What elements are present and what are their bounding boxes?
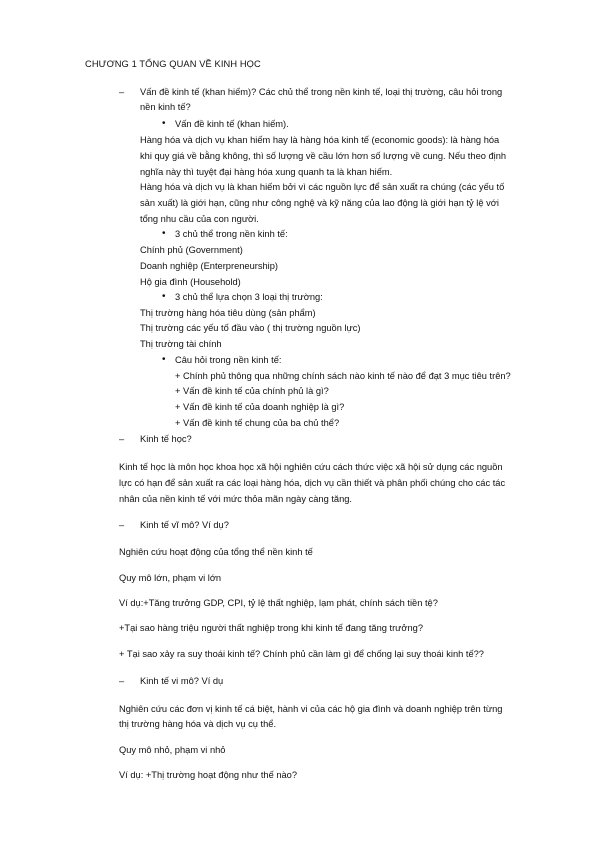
text-line: Quy mô nhỏ, phạm vi nhỏ <box>119 745 226 755</box>
text-line: Quy mô lớn, phạm vi lớn <box>119 573 222 583</box>
text-line: nhân của nền kinh tế với mức thỏa mãn ngày càng tăng. <box>119 494 353 504</box>
text-line: tổng nhu cầu của con người. <box>140 214 259 224</box>
text-line: nghĩa này thì tuyệt đại hàng hóa xung quanh ta là khan hiếm. <box>140 167 393 177</box>
text-line: • Câu hỏi trong nền kinh tế: <box>175 354 281 366</box>
text-line: + Vấn đề kinh tế của chính phủ là gì? <box>175 386 329 396</box>
text-line: – Kinh tế vi mô? Ví dụ <box>140 675 223 687</box>
text-line: • Vấn đề kinh tế (khan hiếm). <box>175 118 289 130</box>
text-line: Hàng hóa và dịch vụ khan hiếm hay là hàng hóa kinh tế (economic goods): là hàng hóa <box>140 135 500 145</box>
text-line: Ví dụ: +Thị trường hoạt động như thế nào? <box>119 770 298 780</box>
text-line: Doanh nghiệp (Enterpreneurship) <box>140 261 278 271</box>
text-line: khi quy giá về bằng không, thì số lượng về cầu lớn hơn số lượng về cung. Nếu theo định <box>140 151 507 161</box>
text-line: + Vấn đề kinh tế của doanh nghiệp là gì? <box>175 402 345 412</box>
text-line: – Kinh tế vĩ mô? Ví dụ? <box>140 519 229 531</box>
text-line: • 3 chủ thể trong nền kinh tế: <box>175 228 288 240</box>
text-line: • 3 chủ thể lựa chọn 3 loại thị trường: <box>175 291 323 303</box>
page-title: CHƯƠNG 1 TỔNG QUAN VỀ KINH HỌC <box>85 59 261 69</box>
text-line: Hộ gia đình (Household) <box>140 277 241 287</box>
text-line: Thị trường hàng hóa tiêu dùng (sản phẩm) <box>140 308 316 318</box>
text-line: nền kinh tế? <box>140 102 191 112</box>
text-line: – Kinh tế học? <box>140 433 192 445</box>
text-line: Kinh tế học là môn học khoa học xã hội nghiên cứu cách thức việc xã hội sử dụng các nguồn <box>119 462 503 472</box>
text-line: thị trường hàng hóa và dịch vụ cụ thể. <box>119 719 277 729</box>
text-line: +Tại sao hàng triệu người thất nghiệp trong khi kinh tế đang tăng trưởng? <box>119 623 424 633</box>
text-line: Hàng hóa và dịch vụ là khan hiếm bởi vì các nguồn lực để sản xuất ra chúng (các yếu tố <box>140 182 505 192</box>
text-line: + Vấn đề kinh tế chung của ba chủ thể? <box>175 418 340 428</box>
text-line: + Tại sao xảy ra suy thoái kinh tế? Chính phủ cần làm gì để chống lại suy thoái kinh tế?? <box>119 649 484 659</box>
text-line: lực có hạn để sản xuất ra các loại hàng hóa, dịch vụ cần thiết và phân phối chúng cho các tác <box>119 478 506 488</box>
text-line: + Chính phủ thông qua những chính sách nào kinh tế nào để đạt 3 mục tiêu trên? <box>175 371 511 381</box>
text-line: Nghiên cứu hoạt động của tổng thể nền kinh tế <box>119 547 313 557</box>
text-line: Thị trường tài chính <box>140 339 222 349</box>
text-line: sản xuất) là giới hạn, cũng như công nghệ và kỹ năng của lao động là giới hạn tỷ lệ với <box>140 198 499 208</box>
text-line: Chính phủ (Government) <box>140 245 243 255</box>
text-line: – Vấn đề kinh tế (khan hiếm)? Các chủ thể trong nền kinh tế, loại thị trường, câu hỏi trong <box>140 86 502 98</box>
text-line: Ví dụ:+Tăng trưởng GDP, CPI, tỷ lệ thất nghiệp, lạm phát, chính sách tiền tệ? <box>119 598 438 608</box>
text-line: Nghiên cứu các đơn vị kinh tế cá biệt, hành vi của các hộ gia đình và doanh nghiệp trên từng <box>119 704 503 714</box>
text-line: Thị trường các yếu tố đầu vào ( thị trường nguồn lực) <box>140 323 361 333</box>
